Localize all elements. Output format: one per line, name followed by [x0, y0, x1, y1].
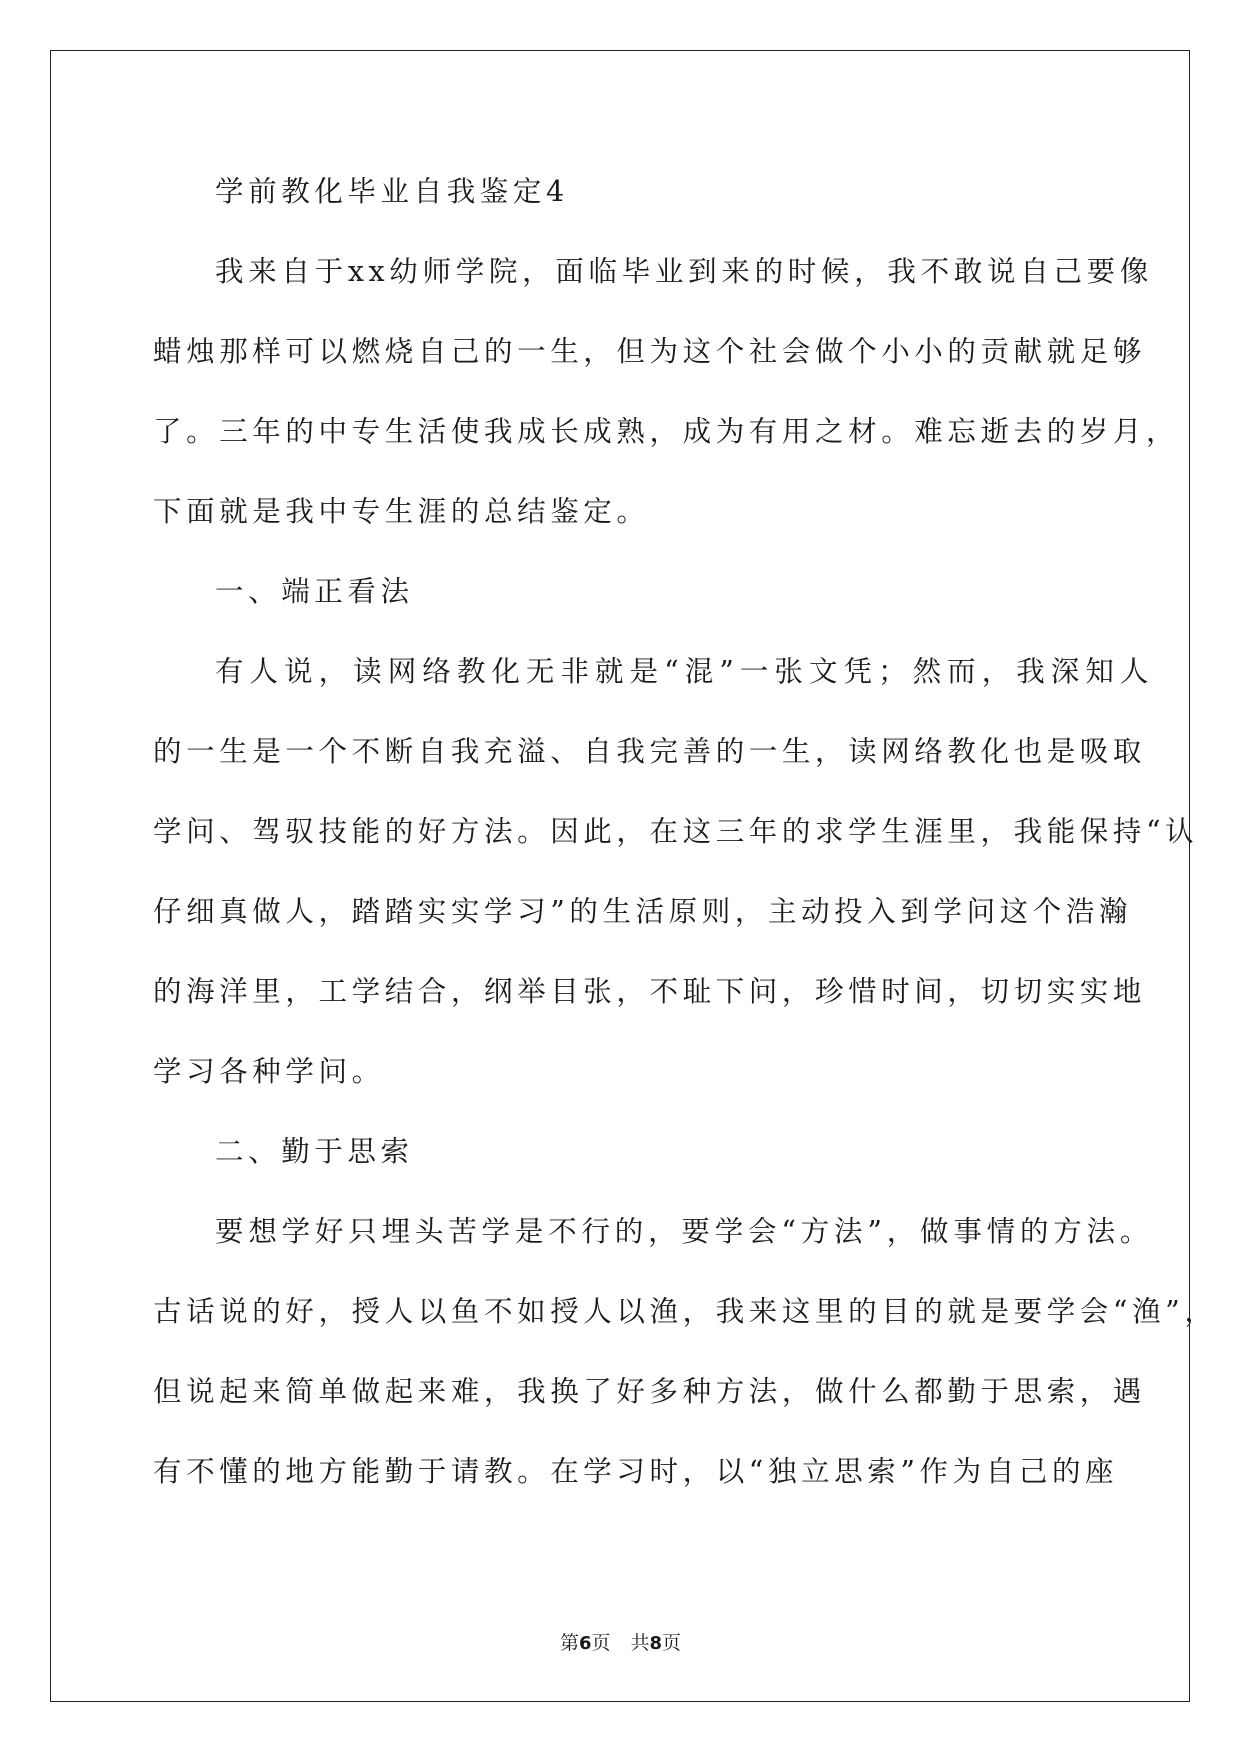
- page-footer: [0, 1628, 1241, 1655]
- footer-prefix: 第: [559, 1632, 579, 1654]
- paragraph-line: 学问、驾驭技能的好方法。因此，在这三年的求学生涯里，我能保持“认: [153, 815, 1199, 848]
- footer-total-unit: 页: [662, 1632, 682, 1654]
- paragraph-line: 古话说的好，授人以鱼不如授人以渔，我来这里的目的就是要学会“渔”，: [153, 1295, 1218, 1328]
- paragraph-line: 下面就是我中专生涯的总结鉴定。: [153, 495, 650, 528]
- section-heading: 一、端正看法: [215, 575, 414, 608]
- paragraph-line: 的一生是一个不断自我充溢、自我完善的一生，读网络教化也是吸取: [153, 735, 1147, 768]
- paragraph-line: 仔细真做人，踏踏实实学习”的生活原则，主动投入到学问这个浩瀚: [153, 895, 1133, 928]
- total-page-number: 8: [649, 1633, 663, 1654]
- footer-total-prefix: 共: [630, 1632, 650, 1654]
- paragraph-line: 了。三年的中专生活使我成长成熟，成为有用之材。难忘逝去的岁月，: [153, 415, 1180, 448]
- paragraph-line: 有不懂的地方能勤于请教。在学习时，以“独立思索”作为自己的座: [153, 1455, 1119, 1488]
- paragraph-line: 但说起来简单做起来难，我换了好多种方法，做什么都勤于思索，遇: [153, 1375, 1147, 1408]
- footer-page-unit: 页: [591, 1632, 611, 1654]
- current-page-number: 6: [578, 1633, 592, 1654]
- paragraph-line: 要想学好只埋头苦学是不行的，要学会“方法”，做事情的方法。: [215, 1215, 1153, 1248]
- document-title: 学前教化毕业自我鉴定4: [215, 175, 569, 208]
- paragraph-line: 有人说，读网络教化无非就是“混”一张文凭；然而，我深知人: [215, 655, 1153, 688]
- paragraph-line: 学习各种学问。: [153, 1055, 385, 1088]
- paragraph-line: 蜡烛那样可以燃烧自己的一生，但为这个社会做个小小的贡献就足够: [153, 335, 1147, 368]
- paragraph-line: 我来自于xx幼师学院，面临毕业到来的时候，我不敢说自己要像: [215, 255, 1153, 288]
- paragraph-line: 的海洋里，工学结合，纲举目张，不耻下问，珍惜时间，切切实实地: [153, 975, 1147, 1008]
- section-heading: 二、勤于思索: [215, 1135, 414, 1168]
- document-body: [153, 166, 1218, 1526]
